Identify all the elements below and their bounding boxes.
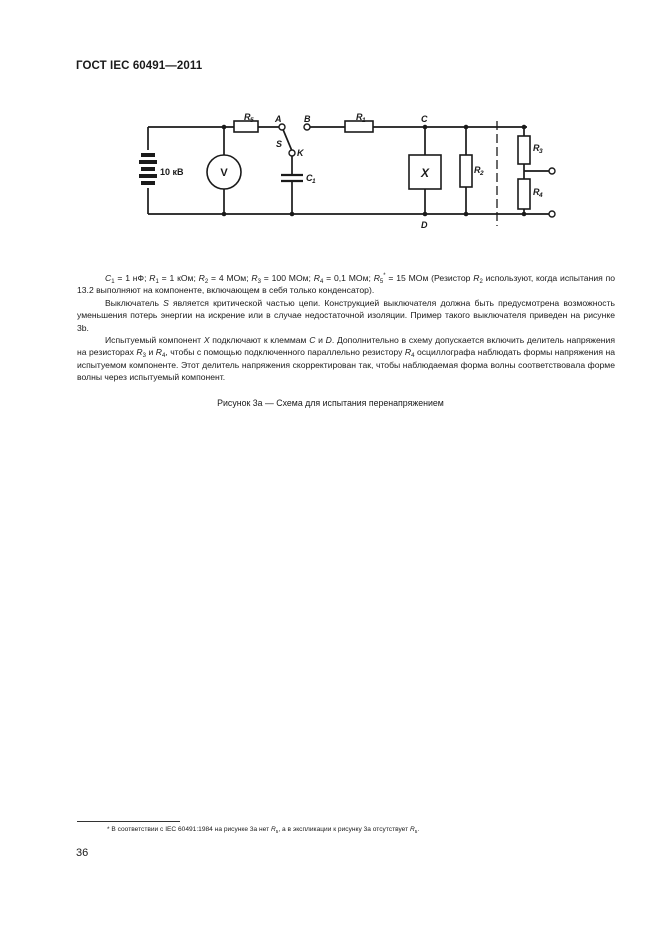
label-k: K: [297, 148, 304, 158]
footnote: * В соответствии с IEC 60491:1984 на рисунке 3а нет $R_5$, а в экспликации к рисунку 3а отсутствует $R_5$.: [107, 826, 420, 834]
terminal-out-bottom: [549, 211, 555, 217]
footnote-divider: [77, 821, 180, 822]
terminal-b: [304, 124, 310, 130]
test-component-paragraph: Испытуемый компонент X подключают к клеммам C и D. Дополнительно в схему допускается включить делитель напряжения на резисторах $R_3$ и $R_4$, чтобы с помощью подключенного параллельно резистору $R_4$ осциллографа наблюдать формы напряжения на испытуемом компоненте. Этот делитель напряжения скорректирован так, чтобы наблюдаемая форма волны соответствовала форме волны через испытуемый компонент.: [77, 335, 615, 383]
terminal-out-top: [549, 168, 555, 174]
label-r4-sub: 4: [539, 192, 543, 199]
label-r2-sub: 2: [480, 170, 484, 177]
label-b: B: [304, 114, 311, 124]
voltmeter-label: V: [220, 167, 228, 179]
overvoltage-test-circuit-diagram: [0, 0, 661, 260]
resistor-r1-icon: [345, 121, 373, 132]
battery-cells-icon: [139, 153, 157, 185]
source-voltage-label: 10 кВ: [160, 167, 184, 177]
resistor-r5-icon: [234, 121, 258, 132]
label-r1: R: [356, 112, 363, 122]
label-c: C: [421, 114, 428, 124]
component-values-paragraph: $C_1 = 1$ нФ; $R_1 = 1$ кОм; $R_2 = 4$ МОм; $R_3 = 100$ МОм; $R_4 = 0,1$ МОм; $R_5^* = 15$ МОм (Резистор $R_2$ используют, когда испытания по 13.2 выполняют на компоненте, включающем в себя только конденсатор).: [77, 273, 616, 296]
label-r2: R: [474, 165, 481, 175]
resistor-r2-icon: [460, 155, 472, 187]
label-r1-sub: 1: [362, 117, 366, 124]
figure-caption: Рисунок 3а — Схема для испытания перенапряжением: [217, 398, 444, 408]
label-c1-sub: 1: [312, 178, 316, 185]
switch-paragraph: Выключатель S является критической частью цепи. Конструкцией выключателя должна быть предусмотрена возможность уменьшения потерь энергии на искрение или в случае недостаточной изоляции. Пример такого выключателя приведен на рисунке 3b.: [77, 297, 615, 333]
terminal-a: [279, 124, 285, 130]
terminal-k: [289, 150, 295, 156]
label-r5: R: [244, 112, 251, 122]
label-s: S: [276, 139, 283, 149]
resistor-r4-icon: [518, 179, 530, 209]
figure-explanation: [77, 272, 615, 384]
label-d: D: [421, 220, 428, 230]
resistor-r3-icon: [518, 136, 530, 164]
label-r3: R: [533, 143, 540, 153]
capacitor-c1-icon: [281, 175, 303, 181]
label-r3-sub: 3: [539, 148, 543, 155]
label-c1: C: [306, 173, 313, 183]
label-a: A: [275, 114, 282, 124]
component-x-label: X: [420, 166, 430, 180]
page-number: 36: [76, 847, 89, 859]
document-header: ГОСТ IEC 60491—2011: [76, 60, 203, 72]
label-r5-sub: 5: [250, 117, 254, 124]
label-r4: R: [533, 187, 540, 197]
